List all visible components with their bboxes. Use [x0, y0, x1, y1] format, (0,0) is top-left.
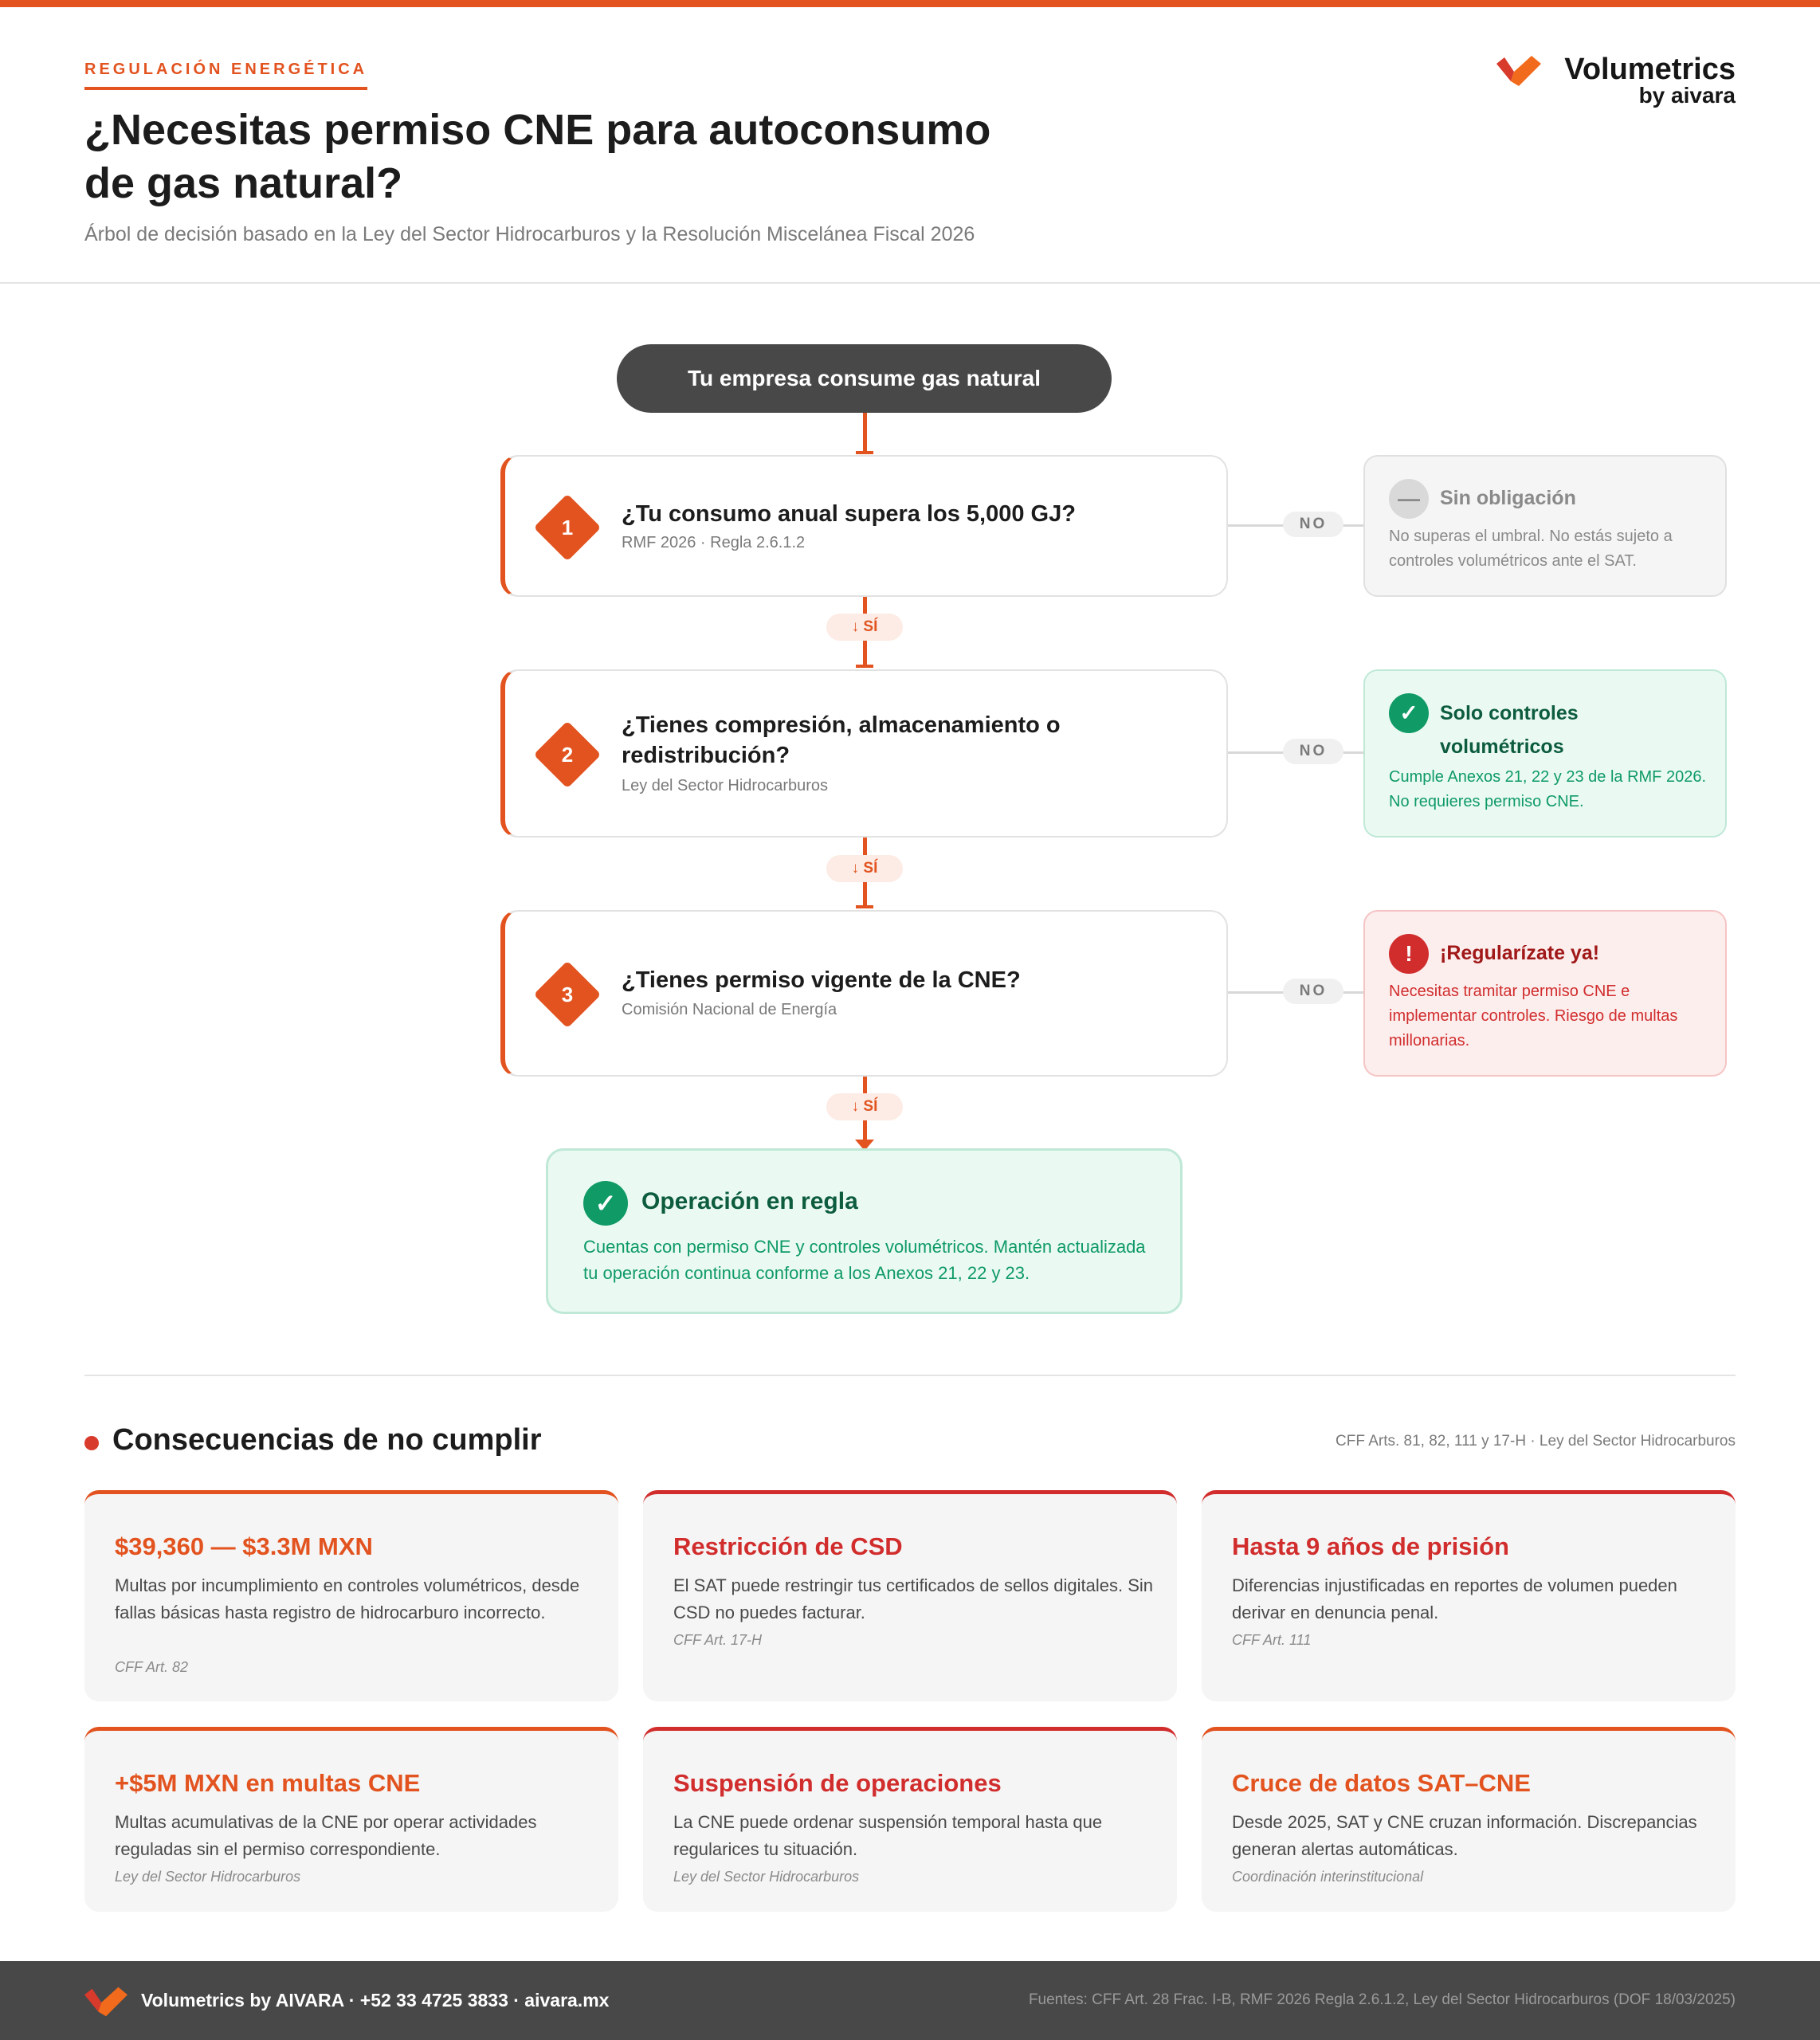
- brand-check-icon: [84, 1985, 127, 2017]
- question-title: ¿Tienes compresión, almacenamiento o redistribución?: [622, 712, 1061, 768]
- brand-tagline: by aivara: [1638, 83, 1736, 108]
- card-title: Restricción de CSD: [673, 1532, 903, 1560]
- consequence-card: [1202, 1727, 1736, 1912]
- connector-tick: [856, 665, 873, 668]
- step-number: 3: [561, 983, 574, 1006]
- card-reference: Coordinación interinstitucional: [1232, 1869, 1424, 1885]
- card-reference: CFF Art. 111: [1232, 1632, 1312, 1648]
- card-text: Diferencias injustificadas en reportes de volumen pueden derivar en denuncia penal.: [1232, 1575, 1677, 1622]
- outcome-text: Necesitas tramitar permiso CNE e implementar controles. Riesgo de multas millonarias.: [1389, 983, 1678, 1049]
- consequence-card: [643, 1727, 1177, 1912]
- section-title: Consecuencias de no cumplir: [112, 1423, 542, 1457]
- consequence-card: [1202, 1490, 1736, 1701]
- dash-icon: —: [1389, 479, 1429, 519]
- question-source: Ley del Sector Hidrocarburos: [622, 777, 829, 794]
- no-label: NO: [1283, 512, 1343, 537]
- final-title: Operación en regla: [641, 1188, 858, 1214]
- brand-check-icon: [1496, 54, 1541, 86]
- card-text: Multas por incumplimiento en controles volumétricos, desde fallas básicas hasta registro de hidrocarburo incorrecto.: [115, 1575, 580, 1622]
- check-icon: ✓: [583, 1181, 628, 1226]
- question-source: RMF 2026 · Regla 2.6.1.2: [622, 534, 806, 551]
- page-subtitle: Árbol de decisión basado en la Ley del Sector Hidrocarburos y la Resolución Miscelánea Fiscal 2026: [84, 223, 975, 245]
- card-reference: Ley del Sector Hidrocarburos: [673, 1869, 860, 1885]
- card-text: La CNE puede ordenar suspensión temporal hasta que regularices tu situación.: [673, 1812, 1103, 1859]
- footer-contact: Volumetrics by AIVARA · +52 33 4725 3833 · aivara.mx: [141, 1990, 610, 2011]
- card-text: Desde 2025, SAT y CNE cruzan información. Discrepancias generan alertas automáticas.: [1232, 1812, 1697, 1859]
- card-title: $39,360 — $3.3M MXN: [115, 1532, 373, 1560]
- start-node: Tu empresa consume gas natural: [617, 344, 1112, 413]
- step-number: 2: [561, 743, 574, 767]
- question-2: [500, 669, 1228, 838]
- yes-label: ↓ SÍ: [826, 614, 903, 641]
- consequence-card: [84, 1490, 618, 1701]
- alert-icon: !: [1389, 934, 1429, 974]
- outcome-title: Sin obligación: [1440, 487, 1576, 509]
- brand-logo-block: [1496, 53, 1736, 110]
- outcome-no-obligation: [1363, 455, 1727, 597]
- question-3: [500, 910, 1228, 1077]
- card-title: Suspensión de operaciones: [673, 1769, 1002, 1797]
- card-reference: Ley del Sector Hidrocarburos: [115, 1869, 301, 1885]
- outcome-text: Cumple Anexos 21, 22 y 23 de la RMF 2026. No requieres permiso CNE.: [1389, 768, 1707, 810]
- card-title: Cruce de datos SAT–CNE: [1232, 1769, 1531, 1797]
- yes-label: ↓ SÍ: [826, 1093, 903, 1120]
- eyebrow-label: REGULACIÓN ENERGÉTICA: [84, 61, 367, 90]
- question-title: ¿Tu consumo anual supera los 5,000 GJ?: [622, 501, 1076, 527]
- outcome-volumetric-only: [1363, 669, 1727, 838]
- final-outcome-compliant: [546, 1148, 1183, 1314]
- consequence-card: [84, 1727, 618, 1912]
- section-divider: [84, 1375, 1736, 1376]
- outcome-text: No superas el umbral. No estás sujeto a controles volumétricos ante el SAT.: [1389, 528, 1673, 570]
- check-icon: ✓: [1389, 693, 1429, 733]
- question-title: ¿Tienes permiso vigente de la CNE?: [622, 967, 1021, 993]
- section-source: CFF Arts. 81, 82, 111 y 17-H · Ley del Sector Hidrocarburos: [1336, 1433, 1736, 1450]
- connector-tick: [856, 905, 873, 908]
- outcome-regularize: [1363, 910, 1727, 1077]
- header-divider: [0, 282, 1820, 284]
- step-number: 1: [561, 516, 574, 539]
- question-source: Comisión Nacional de Energía: [622, 1001, 837, 1018]
- connector-line: [863, 413, 867, 453]
- consequence-card: [643, 1490, 1177, 1701]
- final-text: Cuentas con permiso CNE y controles volumétricos. Mantén actualizada tu operación continua conforme a los Anexos 21, 22 y 23.: [583, 1237, 1146, 1283]
- card-title: +$5M MXN en multas CNE: [115, 1769, 421, 1797]
- question-1: [500, 455, 1228, 597]
- connector-tick: [856, 451, 873, 454]
- card-reference: CFF Art. 17-H: [673, 1632, 763, 1648]
- no-label: NO: [1283, 979, 1343, 1004]
- bullet-dot-icon: [84, 1436, 99, 1450]
- footer: [0, 1961, 1820, 2040]
- footer-sources: Fuentes: CFF Art. 28 Frac. I-B, RMF 2026 Regla 2.6.1.2, Ley del Sector Hidrocarburos (DOF 18/03/2025): [1028, 1991, 1736, 2008]
- page-title: ¿Necesitas permiso CNE para autoconsumo de gas natural?: [84, 106, 991, 207]
- brand-name: Volumetrics: [1564, 53, 1736, 86]
- top-accent-bar: [0, 0, 1820, 7]
- outcome-title: Solo controles volumétricos: [1440, 702, 1579, 758]
- card-text: Multas acumulativas de la CNE por operar actividades reguladas sin el permiso correspondiente.: [115, 1812, 537, 1859]
- card-reference: CFF Art. 82: [115, 1659, 189, 1675]
- card-title: Hasta 9 años de prisión: [1232, 1532, 1509, 1560]
- card-text: El SAT puede restringir tus certificados de sellos digitales. Sin CSD no puedes facturar.: [673, 1575, 1154, 1622]
- no-label: NO: [1283, 739, 1343, 764]
- outcome-title: ¡Regularízate ya!: [1440, 942, 1600, 964]
- yes-label: ↓ SÍ: [826, 855, 903, 882]
